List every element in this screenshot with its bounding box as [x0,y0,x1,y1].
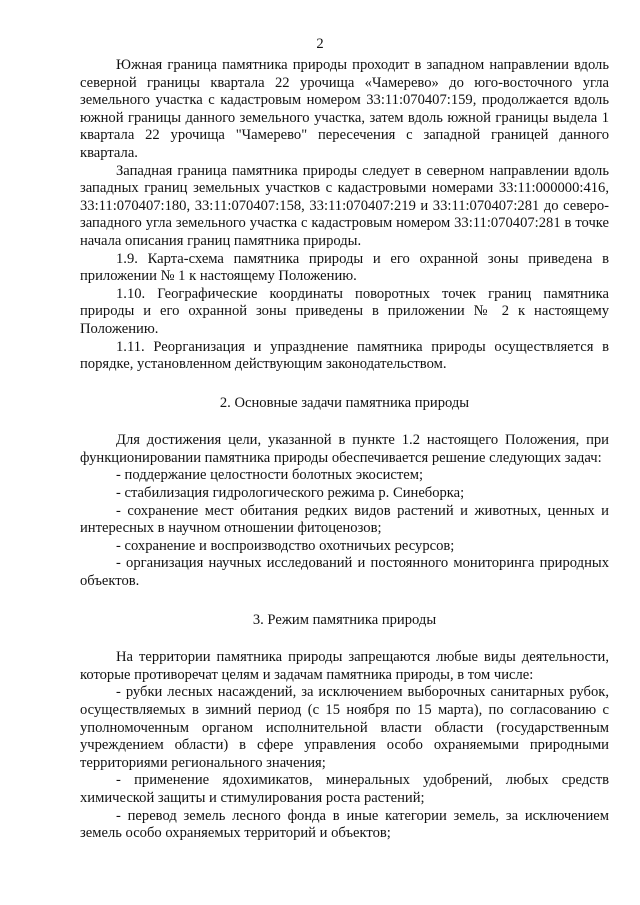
section-3-item: - перевод земель лесного фонда в иные категории земель, за исключением земель особо охраняемых территорий и объектов; [80,807,609,842]
section-3-heading: 3. Режим памятника природы [252,611,437,628]
section-3-intro: На территории памятника природы запрещаются любые виды деятельности, которые противоречат целям и задачам памятника природы, в том числе: [80,649,609,683]
section-3-item: - рубки лесных насаждений, за исключением выборочных санитарных рубок, осуществляемых в зимний период (с 15 ноября по 15 марта), по согласованию с уполномоченным органом исполнительной власти области (государственным учреждением области) в сфере управления особо охраняемыми природными территориями регионального значения; [80,684,609,771]
paragraph-south-border: Южная граница памятника природы проходит в западном направлении вдоль северной границы квартала 22 урочища «Чамерево» до юго-восточного угла земельного участка с кадастровым номером 33:11:070407:159, продолжается вдоль южной границы данного земельного участка, затем вдоль южной границы выдела 1 квартала 22 урочища "Чамерево" пересечения с западной границей данного квартала. [80,57,609,161]
paragraph-1-10: 1.10. Географические координаты поворотных точек границ памятника природы и его охранной зоны приведены в приложении № 2 к настоящему Положению. [80,285,609,337]
page-number: 2 [316,36,324,52]
paragraph-1-9: 1.9. Карта-схема памятника природы и его охранной зоны приведена в приложении № 1 к настоящему Положению. [80,250,609,285]
document-body [80,57,609,843]
paragraph-west-border: Западная граница памятника природы следует в северном направлении вдоль западных границ земельных участков с кадастровыми номерами 33:11:000000:416, 33:11:070407:180, 33:11:070407:158, 33:11:070407:219 и 33:11:070407:281 до северо-западного угла земельного участка с кадастровым номером 33:11:070407:281 в точке начала описания границ памятника природы. [80,162,609,249]
section-2-heading: 2. Основные задачи памятника природы [219,394,470,411]
section-2-item: - стабилизация гидрологического режима р. Синеборка; [116,485,465,502]
section-2-intro: Для достижения цели, указанной в пункте 1.2 настоящего Положения, при функционировании памятника природы обеспечивается решение следующих задач: [80,432,609,466]
section-2-item: - организация научных исследований и постоянного мониторинга природных объектов. [80,555,609,590]
section-2-item: - сохранение и воспроизводство охотничьих ресурсов; [116,537,455,554]
section-3-item: - применение ядохимикатов, минеральных удобрений, любых средств химической защиты и стимулирования роста растений; [80,772,609,806]
section-2-item: - поддержание целостности болотных экосистем; [116,467,424,484]
section-2-item: - сохранение мест обитания редких видов растений и животных, ценных и интересных в научном отношении фитоценозов; [80,502,609,537]
paragraph-1-11: 1.11. Реорганизация и упразднение памятника природы осуществляется в порядке, установленном действующим законодательством. [80,338,609,373]
